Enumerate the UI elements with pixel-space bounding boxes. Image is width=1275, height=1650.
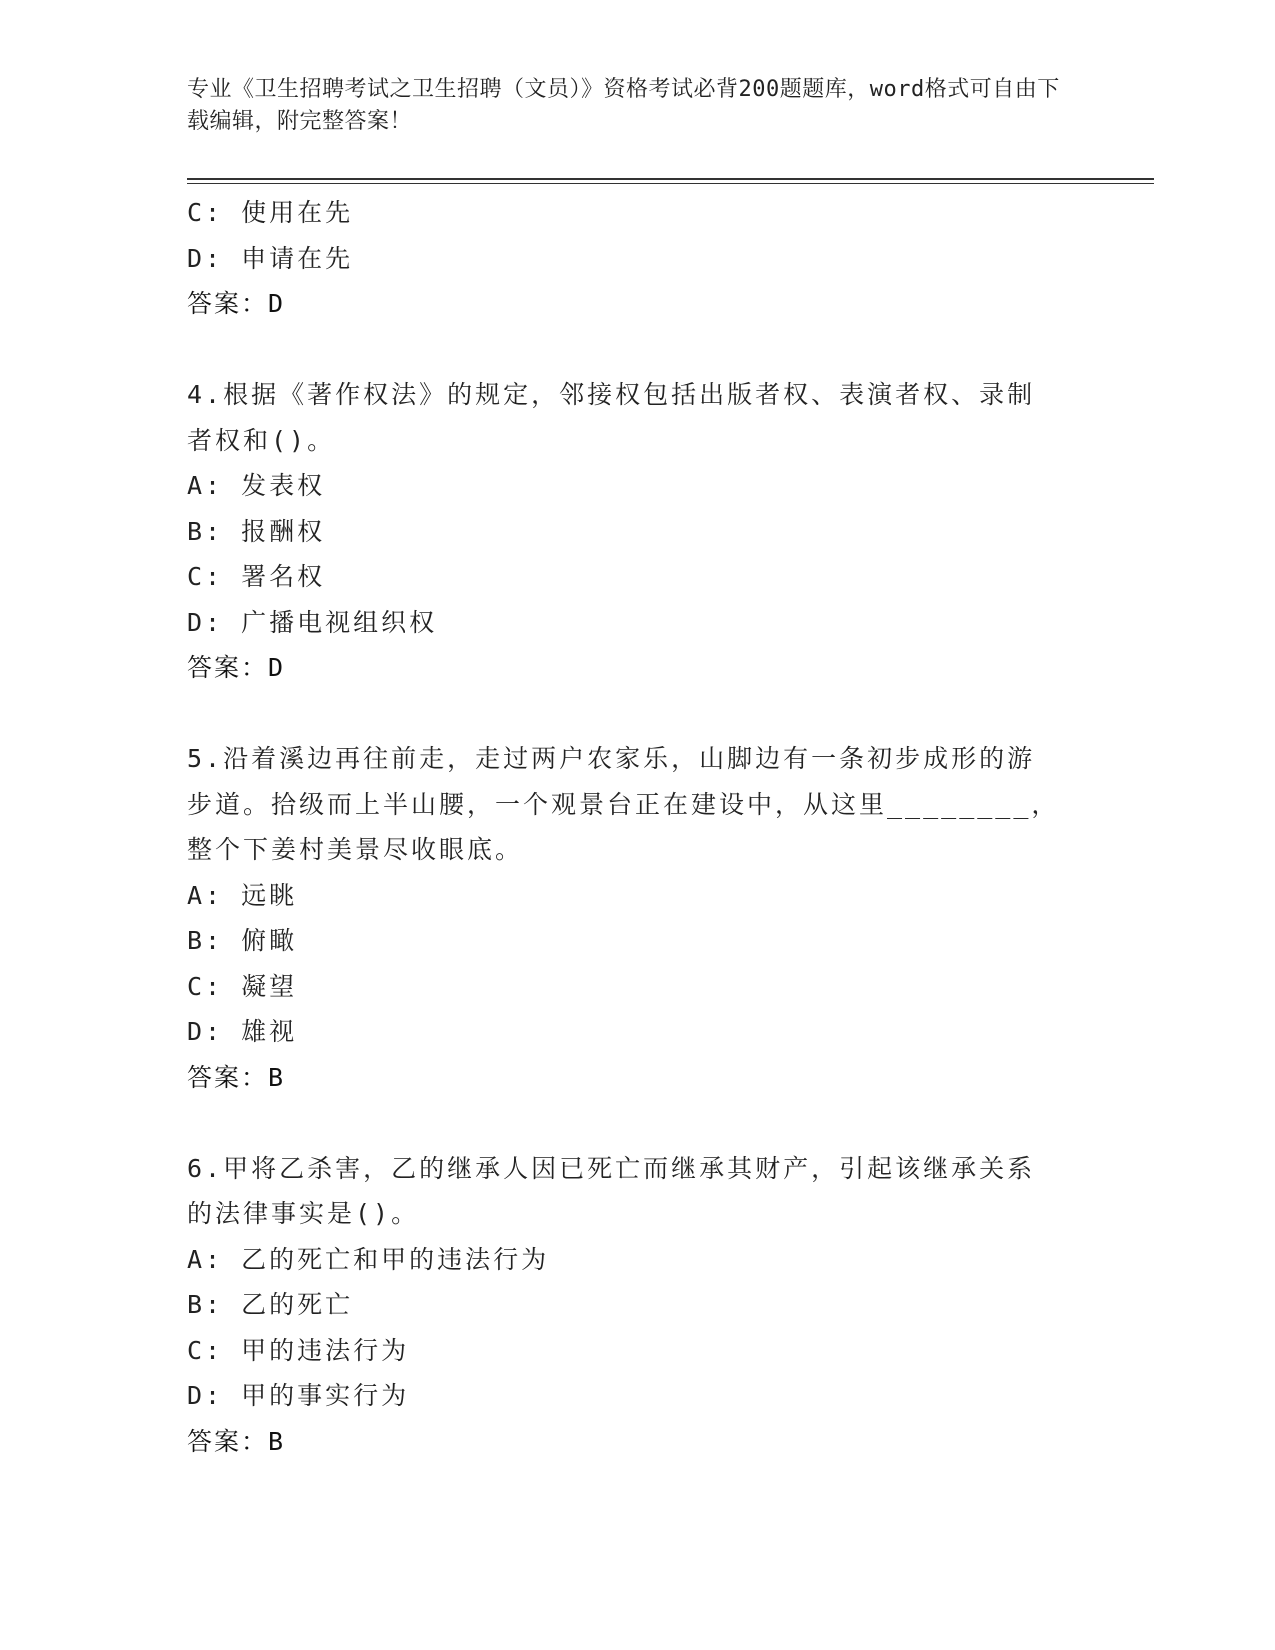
option-d: D: 申请在先 [187,243,354,273]
header-divider-thick [187,178,1154,180]
option-a: A: 远眺 [187,880,298,910]
option-b: B: 报酬权 [187,516,326,546]
option-c: C: 甲的违法行为 [187,1335,410,1365]
question-stem-line: 6.甲将乙杀害，乙的继承人因已死亡而继承其财产，引起该继承关系 [187,1153,1036,1183]
option-d: D: 雄视 [187,1017,298,1046]
option-b: B: 乙的死亡 [187,1290,354,1319]
header-divider-thin [187,183,1154,184]
question-4 [187,372,1067,691]
option-c: C: 署名权 [187,562,326,591]
question-stem-line: 的法律事实是()。 [187,1199,420,1228]
option-d: D: 甲的事实行为 [187,1381,410,1410]
question-list [187,190,1067,1464]
option-a: A: 发表权 [187,471,326,500]
option-d: D: 广播电视组织权 [187,607,438,637]
spacer [187,1100,1067,1146]
option-c: C: 凝望 [187,971,298,1001]
answer-label: 答案：B [187,1062,286,1092]
question-5 [187,736,1067,1100]
answer-label: 答案：B [187,1426,286,1456]
option-a: A: 乙的死亡和甲的违法行为 [187,1244,550,1274]
question-stem-line: 步道。拾级而上半山腰，一个观景台正在建设中，从这里________， [187,789,1060,819]
question-stem-line: 4.根据《著作权法》的规定，邻接权包括出版者权、表演者权、录制 [187,380,1036,409]
question-3-tail [187,190,1067,327]
option-c: C: 使用在先 [187,198,354,227]
answer-label: 答案：D [187,653,286,682]
spacer [187,691,1067,737]
question-stem-line: 者权和()。 [187,425,336,455]
question-stem-line: 5.沿着溪边再往前走，走过两户农家乐，山脚边有一条初步成形的游 [187,744,1036,773]
question-6 [187,1146,1067,1465]
spacer [187,327,1067,373]
option-b: B: 俯瞰 [187,926,298,955]
question-stem-line: 整个下姜村美景尽收眼底。 [187,835,524,864]
answer-label: 答案：D [187,289,286,318]
document-header: 专业《卫生招聘考试之卫生招聘（文员）》资格考试必背200题题库，word格式可自由下载编辑，附完整答案！ [187,77,1060,134]
